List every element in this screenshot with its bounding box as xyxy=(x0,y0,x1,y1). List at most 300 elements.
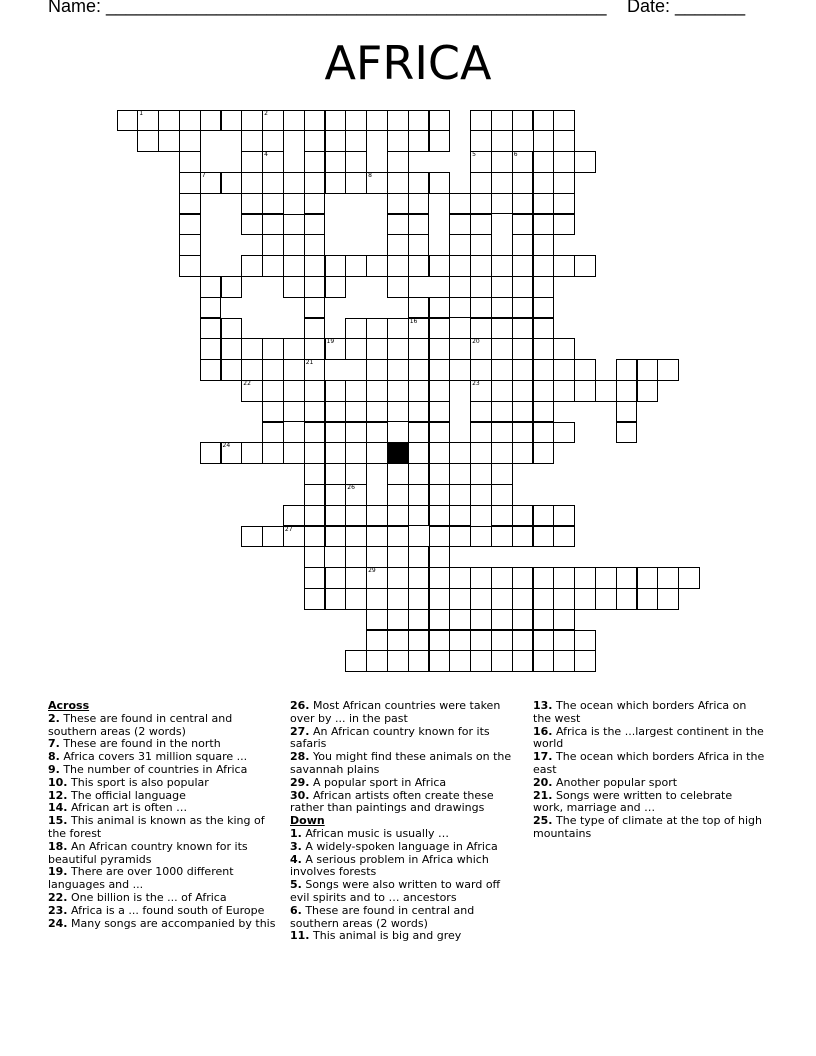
grid-cell[interactable] xyxy=(429,442,451,464)
grid-cell[interactable] xyxy=(533,297,555,319)
grid-cell[interactable] xyxy=(533,255,555,277)
grid-cell[interactable] xyxy=(533,401,555,423)
grid-cell[interactable] xyxy=(345,422,367,444)
grid-cell[interactable] xyxy=(512,630,534,652)
grid-cell[interactable] xyxy=(345,650,367,672)
grid-cell[interactable] xyxy=(325,255,347,277)
grid-cell[interactable] xyxy=(429,588,451,610)
grid-cell[interactable] xyxy=(657,588,679,610)
grid-cell[interactable] xyxy=(200,276,222,298)
grid-cell[interactable] xyxy=(221,110,243,132)
grid-cell[interactable] xyxy=(387,172,409,194)
grid-cell[interactable] xyxy=(408,214,430,236)
grid-cell[interactable] xyxy=(325,505,347,527)
grid-cell[interactable] xyxy=(595,567,617,589)
grid-cell[interactable] xyxy=(366,630,388,652)
grid-cell[interactable] xyxy=(408,130,430,152)
grid-cell[interactable] xyxy=(429,422,451,444)
grid-cell[interactable] xyxy=(491,422,513,444)
grid-cell[interactable] xyxy=(470,234,492,256)
grid-cell[interactable] xyxy=(429,567,451,589)
grid-cell[interactable] xyxy=(491,567,513,589)
grid-cell[interactable] xyxy=(637,380,659,402)
grid-cell[interactable] xyxy=(221,359,243,381)
grid-cell[interactable] xyxy=(449,442,471,464)
grid-cell[interactable] xyxy=(616,359,638,381)
grid-cell[interactable] xyxy=(533,276,555,298)
grid-cell[interactable] xyxy=(449,567,471,589)
grid-cell[interactable] xyxy=(429,401,451,423)
grid-cell[interactable] xyxy=(304,567,326,589)
grid-cell[interactable] xyxy=(262,110,284,132)
grid-cell[interactable] xyxy=(533,214,555,236)
grid-cell[interactable] xyxy=(449,650,471,672)
grid-cell[interactable] xyxy=(304,463,326,485)
grid-cell[interactable] xyxy=(491,297,513,319)
grid-cell[interactable] xyxy=(533,338,555,360)
grid-cell[interactable] xyxy=(512,380,534,402)
grid-cell[interactable] xyxy=(574,255,596,277)
grid-cell[interactable] xyxy=(512,359,534,381)
grid-cell[interactable] xyxy=(304,110,326,132)
grid-cell[interactable] xyxy=(408,484,430,506)
grid-cell[interactable] xyxy=(325,442,347,464)
grid-cell[interactable] xyxy=(304,214,326,236)
grid-cell[interactable] xyxy=(553,567,575,589)
grid-cell[interactable] xyxy=(325,172,347,194)
grid-cell[interactable] xyxy=(345,505,367,527)
grid-cell[interactable] xyxy=(304,401,326,423)
grid-cell[interactable] xyxy=(158,110,180,132)
grid-cell[interactable] xyxy=(533,526,555,548)
grid-cell[interactable] xyxy=(200,297,222,319)
grid-cell[interactable] xyxy=(491,255,513,277)
grid-cell[interactable] xyxy=(449,609,471,631)
grid-cell[interactable] xyxy=(158,130,180,152)
grid-cell[interactable] xyxy=(304,359,326,381)
grid-cell[interactable] xyxy=(553,255,575,277)
grid-cell[interactable] xyxy=(491,588,513,610)
grid-cell[interactable] xyxy=(408,630,430,652)
grid-cell[interactable] xyxy=(283,255,305,277)
grid-cell[interactable] xyxy=(179,130,201,152)
grid-cell[interactable] xyxy=(574,630,596,652)
grid-cell[interactable] xyxy=(345,401,367,423)
grid-cell[interactable] xyxy=(345,318,367,340)
grid-cell[interactable] xyxy=(241,380,263,402)
grid-cell[interactable] xyxy=(512,526,534,548)
grid-cell[interactable] xyxy=(366,338,388,360)
grid-cell[interactable] xyxy=(325,484,347,506)
grid-cell[interactable] xyxy=(283,526,305,548)
grid-cell[interactable] xyxy=(387,380,409,402)
grid-cell[interactable] xyxy=(325,151,347,173)
grid-cell[interactable] xyxy=(512,276,534,298)
grid-cell[interactable] xyxy=(345,338,367,360)
grid-cell[interactable] xyxy=(449,297,471,319)
grid-cell[interactable] xyxy=(179,172,201,194)
grid-cell[interactable] xyxy=(429,609,451,631)
grid-cell[interactable] xyxy=(470,609,492,631)
grid-cell[interactable] xyxy=(241,172,263,194)
grid-cell[interactable] xyxy=(283,442,305,464)
grid-cell[interactable] xyxy=(553,193,575,215)
grid-cell[interactable] xyxy=(262,172,284,194)
grid-cell[interactable] xyxy=(574,380,596,402)
grid-cell[interactable] xyxy=(616,588,638,610)
grid-cell[interactable] xyxy=(429,172,451,194)
grid-cell[interactable] xyxy=(366,318,388,340)
grid-cell[interactable] xyxy=(574,359,596,381)
grid-cell[interactable] xyxy=(553,609,575,631)
grid-cell[interactable] xyxy=(387,463,409,485)
grid-cell[interactable] xyxy=(387,650,409,672)
grid-cell[interactable] xyxy=(387,567,409,589)
grid-cell[interactable] xyxy=(262,214,284,236)
grid-cell[interactable] xyxy=(241,338,263,360)
grid-cell[interactable] xyxy=(304,442,326,464)
grid-cell[interactable] xyxy=(574,588,596,610)
grid-cell[interactable] xyxy=(429,110,451,132)
grid-cell[interactable] xyxy=(262,151,284,173)
grid-cell[interactable] xyxy=(221,442,243,464)
grid-cell[interactable] xyxy=(408,234,430,256)
grid-cell[interactable] xyxy=(262,526,284,548)
grid-cell[interactable] xyxy=(387,588,409,610)
grid-cell[interactable] xyxy=(616,380,638,402)
grid-cell[interactable] xyxy=(512,110,534,132)
grid-cell[interactable] xyxy=(325,567,347,589)
grid-cell[interactable] xyxy=(491,130,513,152)
grid-cell[interactable] xyxy=(200,318,222,340)
grid-cell[interactable] xyxy=(491,526,513,548)
grid-cell[interactable] xyxy=(429,338,451,360)
grid-cell[interactable] xyxy=(470,630,492,652)
grid-cell[interactable] xyxy=(512,193,534,215)
grid-cell[interactable] xyxy=(491,193,513,215)
grid-cell[interactable] xyxy=(387,214,409,236)
grid-cell[interactable] xyxy=(283,359,305,381)
grid-cell[interactable] xyxy=(387,255,409,277)
grid-cell[interactable] xyxy=(533,234,555,256)
grid-cell[interactable] xyxy=(429,526,451,548)
grid-cell[interactable] xyxy=(241,526,263,548)
grid-cell[interactable] xyxy=(283,214,305,236)
grid-cell[interactable] xyxy=(491,172,513,194)
grid-cell[interactable] xyxy=(491,463,513,485)
grid-cell[interactable] xyxy=(533,630,555,652)
grid-cell[interactable] xyxy=(449,359,471,381)
grid-cell[interactable] xyxy=(366,505,388,527)
grid-cell[interactable] xyxy=(574,650,596,672)
grid-cell[interactable] xyxy=(533,172,555,194)
grid-cell[interactable] xyxy=(429,546,451,568)
grid-cell[interactable] xyxy=(304,318,326,340)
grid-cell[interactable] xyxy=(304,151,326,173)
grid-cell[interactable] xyxy=(325,588,347,610)
grid-cell[interactable] xyxy=(345,546,367,568)
grid-cell[interactable] xyxy=(533,380,555,402)
grid-cell[interactable] xyxy=(345,442,367,464)
grid-cell[interactable] xyxy=(470,318,492,340)
grid-cell[interactable] xyxy=(512,318,534,340)
grid-cell[interactable] xyxy=(408,401,430,423)
grid-cell[interactable] xyxy=(200,338,222,360)
grid-cell[interactable] xyxy=(595,588,617,610)
grid-cell[interactable] xyxy=(387,193,409,215)
grid-cell[interactable] xyxy=(512,588,534,610)
grid-cell[interactable] xyxy=(408,505,430,527)
grid-cell[interactable] xyxy=(449,276,471,298)
grid-cell[interactable] xyxy=(512,442,534,464)
grid-cell[interactable] xyxy=(366,255,388,277)
grid-cell[interactable] xyxy=(241,151,263,173)
grid-cell[interactable] xyxy=(387,338,409,360)
grid-cell[interactable] xyxy=(470,588,492,610)
grid-cell[interactable] xyxy=(491,380,513,402)
grid-cell[interactable] xyxy=(304,526,326,548)
grid-cell[interactable] xyxy=(345,151,367,173)
grid-cell[interactable] xyxy=(470,401,492,423)
grid-cell[interactable] xyxy=(470,359,492,381)
grid-cell[interactable] xyxy=(179,255,201,277)
grid-cell[interactable] xyxy=(366,567,388,589)
grid-cell[interactable] xyxy=(553,380,575,402)
grid-cell[interactable] xyxy=(387,630,409,652)
grid-cell[interactable] xyxy=(283,172,305,194)
grid-cell[interactable] xyxy=(304,172,326,194)
grid-cell[interactable] xyxy=(553,422,575,444)
grid-cell[interactable] xyxy=(449,255,471,277)
grid-cell[interactable] xyxy=(470,276,492,298)
grid-cell[interactable] xyxy=(449,338,471,360)
grid-cell[interactable] xyxy=(429,297,451,319)
grid-cell[interactable] xyxy=(262,359,284,381)
grid-cell[interactable] xyxy=(325,401,347,423)
grid-cell[interactable] xyxy=(137,110,159,132)
grid-cell[interactable] xyxy=(345,380,367,402)
grid-cell[interactable] xyxy=(470,110,492,132)
grid-cell[interactable] xyxy=(553,214,575,236)
grid-cell[interactable] xyxy=(200,172,222,194)
grid-cell[interactable] xyxy=(429,318,451,340)
grid-cell[interactable] xyxy=(491,401,513,423)
grid-cell[interactable] xyxy=(241,255,263,277)
grid-cell[interactable] xyxy=(262,234,284,256)
grid-cell[interactable] xyxy=(533,505,555,527)
grid-cell[interactable] xyxy=(429,630,451,652)
grid-cell[interactable] xyxy=(221,338,243,360)
grid-cell[interactable] xyxy=(449,214,471,236)
grid-cell[interactable] xyxy=(345,255,367,277)
grid-cell[interactable] xyxy=(470,172,492,194)
grid-cell[interactable] xyxy=(366,442,388,464)
grid-cell[interactable] xyxy=(387,546,409,568)
grid-cell[interactable] xyxy=(283,110,305,132)
grid-cell[interactable] xyxy=(512,401,534,423)
grid-cell[interactable] xyxy=(366,359,388,381)
grid-cell[interactable] xyxy=(533,422,555,444)
grid-cell[interactable] xyxy=(345,526,367,548)
grid-cell[interactable] xyxy=(533,130,555,152)
grid-cell[interactable] xyxy=(345,588,367,610)
grid-cell[interactable] xyxy=(595,380,617,402)
grid-cell[interactable] xyxy=(325,110,347,132)
grid-cell[interactable] xyxy=(678,567,700,589)
grid-cell[interactable] xyxy=(553,130,575,152)
grid-cell[interactable] xyxy=(408,172,430,194)
grid-cell[interactable] xyxy=(657,567,679,589)
grid-cell[interactable] xyxy=(491,338,513,360)
grid-cell[interactable] xyxy=(387,609,409,631)
grid-cell[interactable] xyxy=(408,193,430,215)
grid-cell[interactable] xyxy=(491,442,513,464)
grid-cell[interactable] xyxy=(429,463,451,485)
grid-cell[interactable] xyxy=(325,463,347,485)
grid-cell[interactable] xyxy=(533,318,555,340)
grid-cell[interactable] xyxy=(387,359,409,381)
grid-cell[interactable] xyxy=(325,422,347,444)
grid-cell[interactable] xyxy=(470,151,492,173)
grid-cell[interactable] xyxy=(429,255,451,277)
grid-cell[interactable] xyxy=(449,463,471,485)
grid-cell[interactable] xyxy=(553,526,575,548)
grid-cell[interactable] xyxy=(366,650,388,672)
grid-cell[interactable] xyxy=(491,609,513,631)
grid-cell[interactable] xyxy=(304,588,326,610)
grid-cell[interactable] xyxy=(241,110,263,132)
grid-cell[interactable] xyxy=(574,151,596,173)
grid-cell[interactable] xyxy=(470,650,492,672)
grid-cell[interactable] xyxy=(283,505,305,527)
grid-cell[interactable] xyxy=(470,463,492,485)
grid-cell[interactable] xyxy=(533,588,555,610)
grid-cell[interactable] xyxy=(553,505,575,527)
grid-cell[interactable] xyxy=(345,567,367,589)
grid-cell[interactable] xyxy=(262,193,284,215)
grid-cell[interactable] xyxy=(262,401,284,423)
grid-cell[interactable] xyxy=(325,526,347,548)
grid-cell[interactable] xyxy=(408,297,430,319)
grid-cell[interactable] xyxy=(470,442,492,464)
grid-cell[interactable] xyxy=(491,318,513,340)
grid-cell[interactable] xyxy=(533,193,555,215)
grid-cell[interactable] xyxy=(345,484,367,506)
grid-cell[interactable] xyxy=(241,359,263,381)
grid-cell[interactable] xyxy=(553,172,575,194)
grid-cell[interactable] xyxy=(637,359,659,381)
grid-cell[interactable] xyxy=(366,422,388,444)
grid-cell[interactable] xyxy=(491,630,513,652)
grid-cell[interactable] xyxy=(553,650,575,672)
grid-cell[interactable] xyxy=(345,463,367,485)
grid-cell[interactable] xyxy=(262,338,284,360)
grid-cell[interactable] xyxy=(387,234,409,256)
grid-cell[interactable] xyxy=(262,255,284,277)
grid-cell[interactable] xyxy=(553,630,575,652)
grid-cell[interactable] xyxy=(387,318,409,340)
grid-cell[interactable] xyxy=(512,422,534,444)
grid-cell[interactable] xyxy=(241,214,263,236)
grid-cell[interactable] xyxy=(533,609,555,631)
grid-cell[interactable] xyxy=(304,234,326,256)
grid-cell[interactable] xyxy=(387,505,409,527)
grid-cell[interactable] xyxy=(408,255,430,277)
grid-cell[interactable] xyxy=(408,380,430,402)
grid-cell[interactable] xyxy=(470,193,492,215)
grid-cell[interactable] xyxy=(179,234,201,256)
grid-cell[interactable] xyxy=(304,130,326,152)
grid-cell[interactable] xyxy=(283,338,305,360)
grid-cell[interactable] xyxy=(553,110,575,132)
grid-cell[interactable] xyxy=(262,442,284,464)
grid-cell[interactable] xyxy=(179,214,201,236)
grid-cell[interactable] xyxy=(408,338,430,360)
grid-cell[interactable] xyxy=(449,234,471,256)
grid-cell[interactable] xyxy=(366,588,388,610)
grid-cell[interactable] xyxy=(345,172,367,194)
grid-cell[interactable] xyxy=(179,193,201,215)
grid-cell[interactable] xyxy=(387,130,409,152)
grid-cell[interactable] xyxy=(179,151,201,173)
grid-cell[interactable] xyxy=(429,650,451,672)
grid-cell[interactable] xyxy=(512,338,534,360)
grid-cell[interactable] xyxy=(429,484,451,506)
grid-cell[interactable] xyxy=(241,442,263,464)
grid-cell[interactable] xyxy=(574,567,596,589)
grid-cell[interactable] xyxy=(304,380,326,402)
grid-cell[interactable] xyxy=(470,380,492,402)
grid-cell[interactable] xyxy=(262,422,284,444)
grid-cell[interactable] xyxy=(408,318,430,340)
grid-cell[interactable] xyxy=(387,276,409,298)
grid-cell[interactable] xyxy=(117,110,139,132)
grid-cell[interactable] xyxy=(408,422,430,444)
grid-cell[interactable] xyxy=(283,276,305,298)
name-line[interactable]: __________________________________________________ xyxy=(106,0,607,16)
grid-cell[interactable] xyxy=(283,401,305,423)
grid-cell[interactable] xyxy=(200,359,222,381)
grid-cell[interactable] xyxy=(512,151,534,173)
grid-cell[interactable] xyxy=(491,110,513,132)
grid-cell[interactable] xyxy=(387,110,409,132)
grid-cell[interactable] xyxy=(408,110,430,132)
date-line[interactable]: _______ xyxy=(675,0,746,16)
grid-cell[interactable] xyxy=(553,359,575,381)
grid-cell[interactable] xyxy=(449,630,471,652)
grid-cell[interactable] xyxy=(512,567,534,589)
grid-cell[interactable] xyxy=(366,110,388,132)
grid-cell[interactable] xyxy=(512,505,534,527)
grid-cell[interactable] xyxy=(512,297,534,319)
grid-cell[interactable] xyxy=(325,130,347,152)
grid-cell[interactable] xyxy=(470,567,492,589)
grid-cell[interactable] xyxy=(657,359,679,381)
grid-cell[interactable] xyxy=(408,588,430,610)
grid-cell[interactable] xyxy=(325,338,347,360)
grid-cell[interactable] xyxy=(304,193,326,215)
grid-cell[interactable] xyxy=(408,442,430,464)
grid-cell[interactable] xyxy=(553,151,575,173)
grid-cell[interactable] xyxy=(491,151,513,173)
grid-cell[interactable] xyxy=(241,193,263,215)
grid-cell[interactable] xyxy=(491,276,513,298)
grid-cell[interactable] xyxy=(533,151,555,173)
grid-cell[interactable] xyxy=(221,276,243,298)
grid-cell[interactable] xyxy=(241,130,263,152)
grid-cell[interactable] xyxy=(470,484,492,506)
grid-cell[interactable] xyxy=(366,609,388,631)
